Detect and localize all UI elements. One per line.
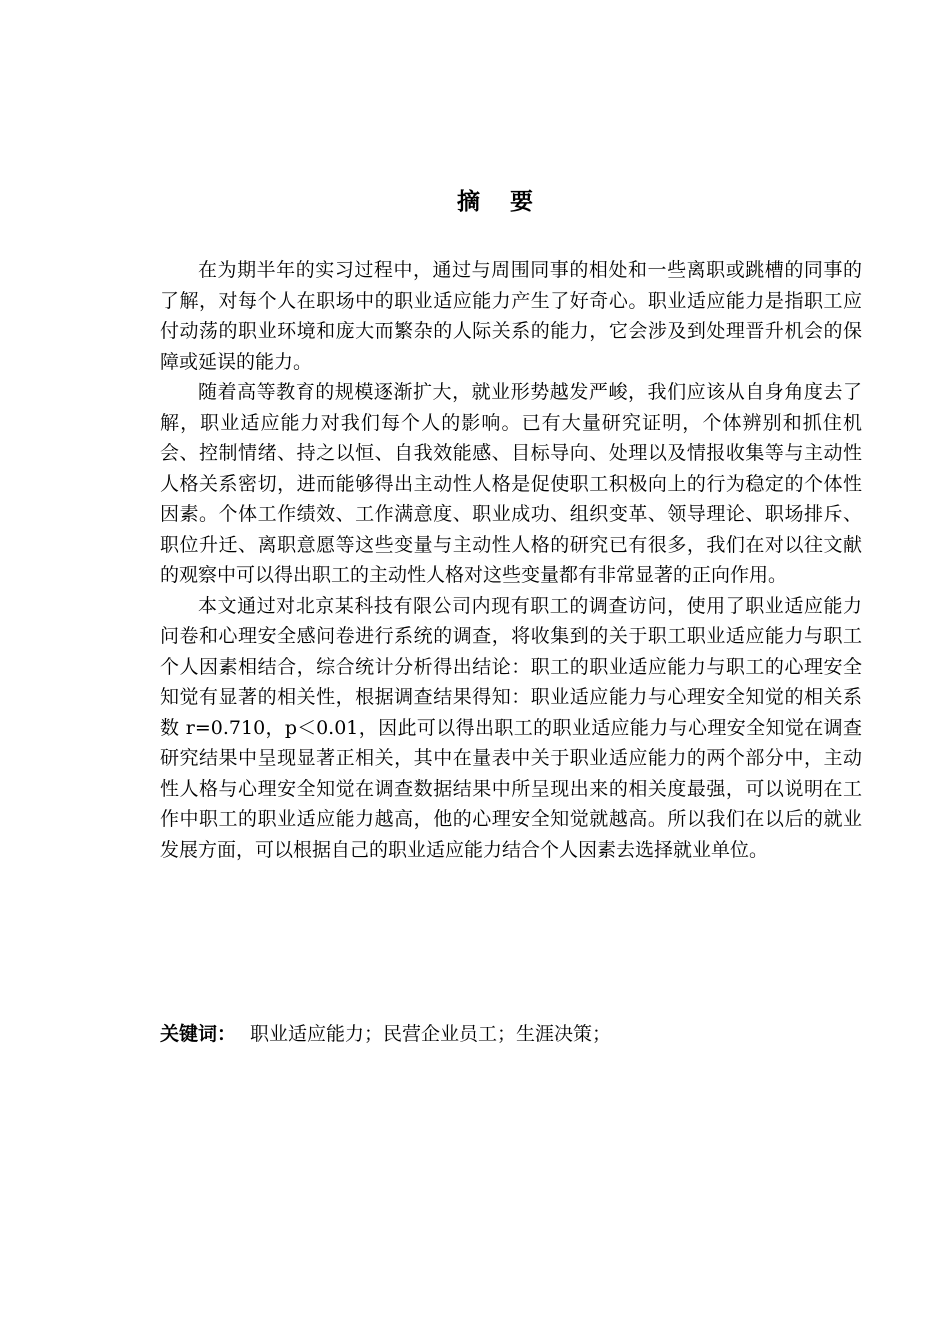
abstract-paragraph-1: 在为期半年的实习过程中，通过与周围同事的相处和一些离职或跳槽的同事的了解，对每个人在职场中的职业适应能力产生了好奇心。职业适应能力是指职工应付动荡的职业环境和庞大而繁杂的人际关系的能力，它会涉及到处理晋升机会的保障或延误的能力。 — [160, 259, 862, 373]
abstract-title: 摘要 — [457, 189, 563, 215]
abstract-body — [160, 255, 862, 865]
abstract-paragraph-2: 随着高等教育的规模逐渐扩大，就业形势越发严峻，我们应该从自身角度去了解，职业适应能力对我们每个人的影响。已有大量研究证明，个体辨别和抓住机会、控制情绪、持之以恒、自我效能感、目标导向、处理以及情报收集等与主动性人格关系密切，进而能够得出主动性人格是促使职工积极向上的行为稳定的个体性因素。个体工作绩效、工作满意度、职业成功、组织变革、领导理论、职场排斥、职位升迁、离职意愿等这些变量与主动性人格的研究已有很多，我们在对以往文献的观察中可以得出职工的主动性人格对这些变量都有非常显著的正向作用。 — [160, 381, 862, 586]
keywords-value: 职业适应能力；民营企业员工；生涯决策； — [250, 1023, 612, 1045]
keywords-line — [160, 1020, 862, 1048]
keywords-label: 关键词： — [160, 1023, 237, 1045]
abstract-paragraph-3: 本文通过对北京某科技有限公司内现有职工的调查访问，使用了职业适应能力问卷和心理安全感问卷进行系统的调查，将收集到的关于职工职业适应能力与职工个人因素相结合，综合统计分析得出结论：职工的职业适应能力与职工的心理安全知觉有显著的相关性，根据调查结果得知：职业适应能力与心理安全知觉的相关系数 r=0.710，p＜0.01，因此可以得出职工的职业适应能力与心理安全知觉在调查研究结果中呈现显著正相关，其中在量表中关于职业适应能力的两个部分中，主动性人格与心理安全知觉在调查数据结果中所呈现出来的相关度最强，可以说明在工作中职工的职业适应能力越高，他的心理安全知觉就越高。所以我们在以后的就业发展方面，可以根据自己的职业适应能力结合个人因素去选择就业单位。 — [160, 594, 862, 861]
